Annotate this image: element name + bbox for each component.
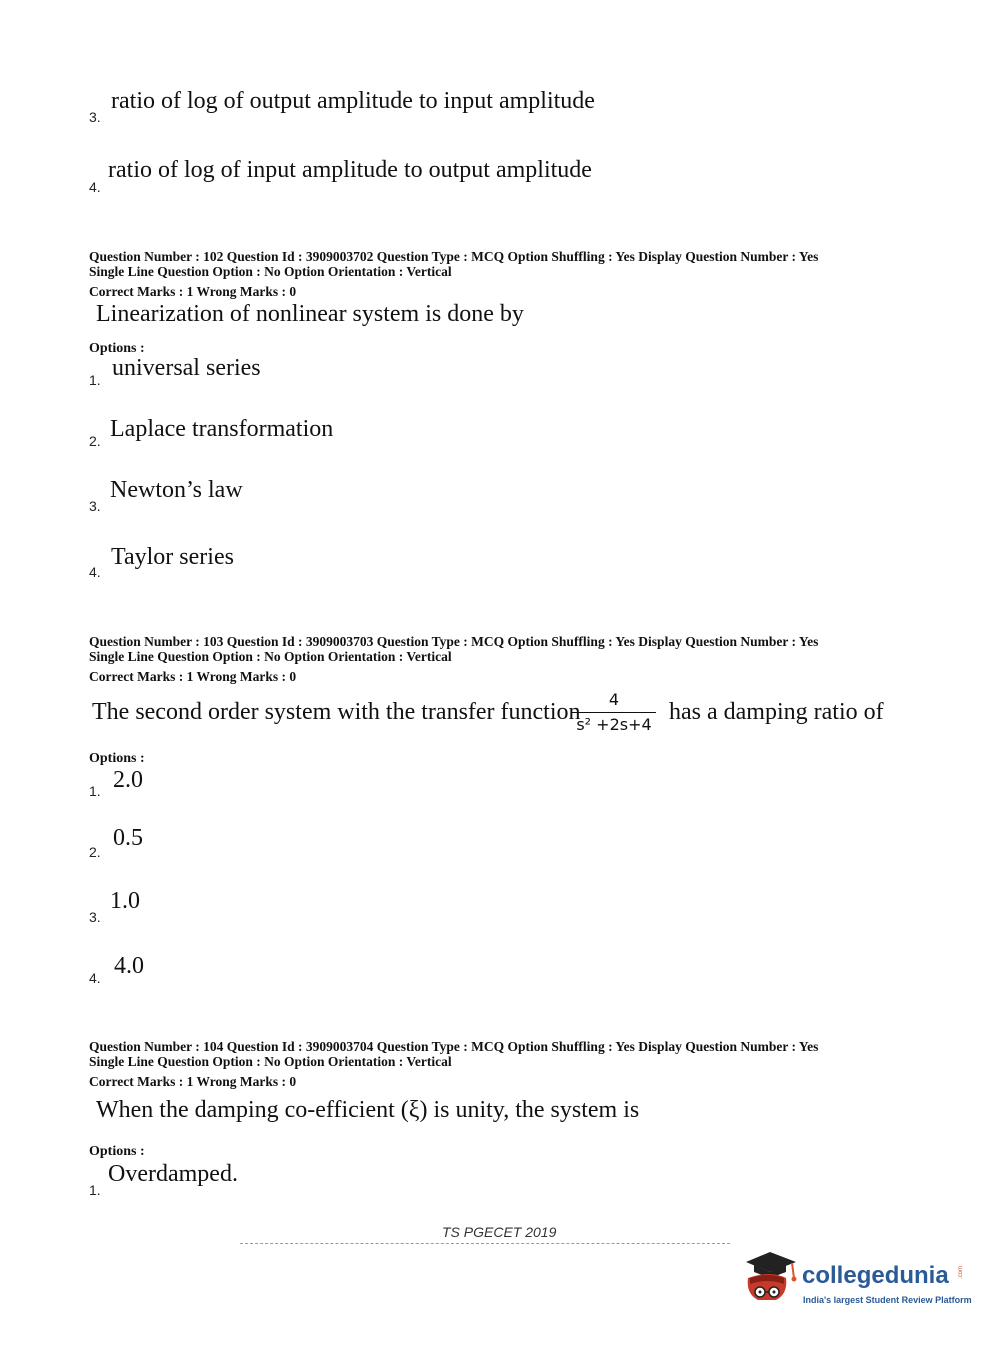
question-meta-line1: Question Number : 102 Question Id : 3909003702 Question Type : MCQ Option Shuffling : Yes Display Question Number : Yes xyxy=(89,249,819,264)
question-marks: Correct Marks : 1 Wrong Marks : 0 xyxy=(89,1074,297,1089)
question-text-before: The second order system with the transfer function xyxy=(92,699,581,725)
option-number: 1. xyxy=(89,783,101,799)
option-text: 1.0 xyxy=(110,888,140,914)
option-number: 2. xyxy=(89,844,101,860)
question-meta-line1: Question Number : 103 Question Id : 3909003703 Question Type : MCQ Option Shuffling : Yes Display Question Number : Yes xyxy=(89,634,819,649)
options-label: Options : xyxy=(89,751,145,766)
options-label: Options : xyxy=(89,1144,145,1159)
options-label: Options : xyxy=(89,341,145,356)
fraction-bar xyxy=(572,712,656,713)
option-number: 3. xyxy=(89,109,101,125)
option-text: Taylor series xyxy=(111,544,234,570)
footer-exam-title: TS PGECET 2019 xyxy=(442,1224,557,1240)
question-meta-line2: Single Line Question Option : No Option Orientation : Vertical xyxy=(89,264,452,279)
option-number: 3. xyxy=(89,498,101,514)
option-text: 4.0 xyxy=(114,953,144,979)
option-text: ratio of log of output amplitude to input amplitude xyxy=(111,88,595,114)
option-number: 4. xyxy=(89,970,101,986)
logo-suffix: .com xyxy=(958,1266,964,1280)
option-text: Newton’s law xyxy=(110,477,243,503)
option-number: 2. xyxy=(89,433,101,449)
question-meta-line2: Single Line Question Option : No Option Orientation : Vertical xyxy=(89,649,452,664)
option-number: 3. xyxy=(89,909,101,925)
fraction-denominator: s² +2s+4 xyxy=(576,715,652,734)
option-text: universal series xyxy=(112,355,261,381)
option-text: ratio of log of input amplitude to output amplitude xyxy=(108,157,592,183)
question-meta-line1: Question Number : 104 Question Id : 3909003704 Question Type : MCQ Option Shuffling : Yes Display Question Number : Yes xyxy=(89,1039,819,1054)
logo-wordmark: collegedunia xyxy=(802,1262,949,1289)
footer-divider xyxy=(240,1243,730,1246)
option-number: 1. xyxy=(89,372,101,388)
option-text: 2.0 xyxy=(113,767,143,793)
option-text: Overdamped. xyxy=(108,1161,238,1187)
question-marks: Correct Marks : 1 Wrong Marks : 0 xyxy=(89,284,297,299)
graduate-mascot-icon xyxy=(740,1248,802,1308)
question-text: Linearization of nonlinear system is done by xyxy=(96,301,524,327)
question-marks: Correct Marks : 1 Wrong Marks : 0 xyxy=(89,669,297,684)
transfer-function-fraction xyxy=(572,690,656,734)
option-number: 4. xyxy=(89,564,101,580)
question-text: When the damping co-efficient (ξ) is unity, the system is xyxy=(96,1097,640,1123)
question-meta-line2: Single Line Question Option : No Option Orientation : Vertical xyxy=(89,1054,452,1069)
option-text: Laplace transformation xyxy=(110,416,334,442)
fraction-numerator: 4 xyxy=(608,690,620,709)
option-text: 0.5 xyxy=(113,825,143,851)
logo-tagline: India's largest Student Review Platform xyxy=(803,1295,972,1305)
question-text-after: has a damping ratio of xyxy=(669,699,884,725)
option-number: 1. xyxy=(89,1182,101,1198)
option-number: 4. xyxy=(89,179,101,195)
